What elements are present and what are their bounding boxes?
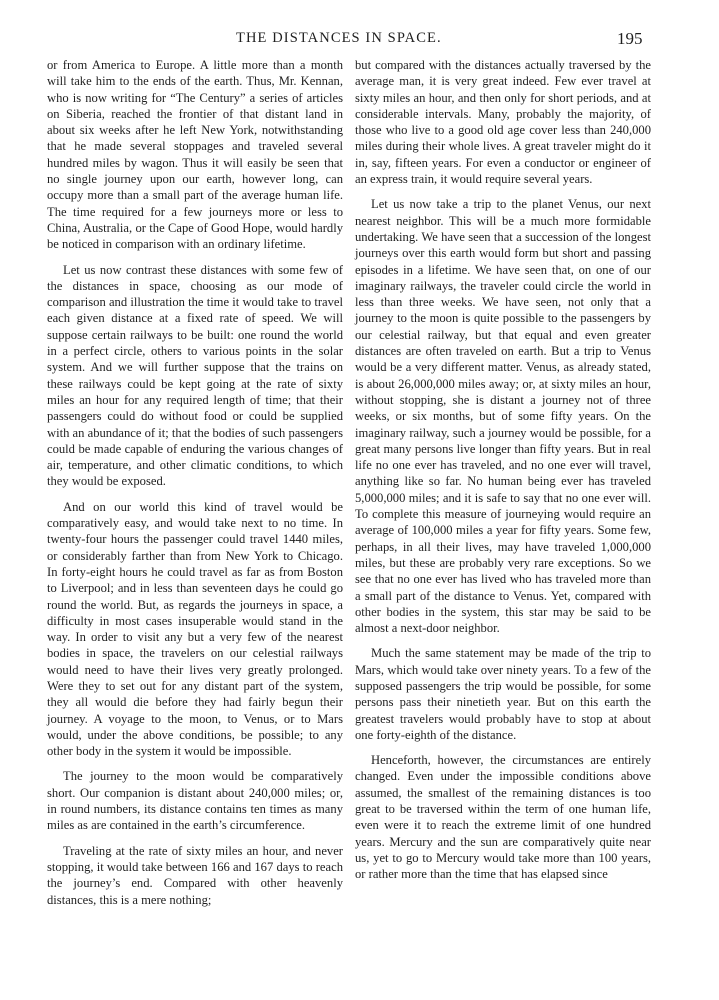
right-column — [355, 57, 651, 883]
paragraph: The journey to the moon would be comparatively short. Our companion is distant about 240,000 miles; or, in round numbers, its distance contains ten times as many miles as are contained in the earth’s circumference. — [47, 769, 343, 833]
paragraph: Let us now take a trip to the planet Venus, our next nearest neighbor. This will be a much more formidable undertaking. We have seen that a succession of the longest journeys over this earth would form but short and passing episodes in a lifetime. We have seen that, on one of our imaginary railways, the traveler could circle the world in less than three weeks. We have seen, not only that a journey to the moon is quite possible to the passengers by our celestial railway, but that equal and even greater distances are often traveled on earth. But a trip to Venus would be a very different matter. Venus, as already stated, is about 26,000,000 miles away; or, at sixty miles an hour, without stopping, she is distant a journey not of three weeks, or six months, but of some fifty years. On the imaginary railway, such a journey would be possible, for a great many persons live longer than fifty years. But in real life no one ever has traveled, and no one ever will travel, anything like so far. No human being ever has traveled 5,000,000 miles; and it is safe to say that no one ever will. To complete this measure of journeying would require an average of 100,000 miles a year for fifty years. Some few, perhaps, in all their lives, may have traveled 1,000,000 miles, but these are probably very rare exceptions. So we see that no one ever has lived who has traveled more than a small part of the distance to Venus. Yet, compared with other bodies in the system, this star may be said to be almost a next-door neighbor. — [355, 197, 651, 636]
paragraph: Much the same statement may be made of the trip to Mars, which would take over ninety years. To a few of the supposed passengers the trip would be possible, for some persons pass their ninetieth year. But on this earth the greatest travelers would probably have to stop at about one forty-eighth of the distance. — [355, 646, 651, 742]
paragraph: Traveling at the rate of sixty miles an hour, and never stopping, it would take between 166 and 167 days to reach the journey’s end. Compared with other heavenly distances, this is a mere nothing; — [47, 843, 343, 907]
left-column — [47, 57, 343, 908]
paragraph: And on our world this kind of travel would be comparatively easy, and would take next to no time. In twenty-four hours the passenger could travel 1440 miles, or considerably farther than from New York to Chicago. In forty-eight hours he could travel as far as from Boston to Liverpool; and in less than seventeen days he could go round the world. But, as regards the journeys in space, a difficulty in most cases insuperable would stand in the way. In order to visit any but a very few of the nearest bodies in space, the travelers on our celestial railways would need to have their lives very greatly prolonged. Were they to set out for any distant part of the system, they all would die before they had fairly begun their journey. A voyage to the moon, to Venus, or to Mars would, under the above conditions, be possible; to any other body in the system it would be impossible. — [47, 499, 343, 759]
paragraph: but compared with the distances actually traversed by the average man, it is very great indeed. Few ever travel at sixty miles an hour, and then only for short periods, and at considerable intervals. Many, probably the majority, of those who live to a good old age cover less than 240,000 miles during their whole lives. A great traveler might do it in, say, fifteen years. For even a conductor or engineer of an express train, it would require several years. — [355, 58, 651, 187]
paragraph: Henceforth, however, the circumstances are entirely changed. Even under the impossible conditions above assumed, the smallest of the remaining distances is too great to be traversed within the term of one human life, even were it to reach the extreme limit of one hundred years. Mercury and the sun are comparatively quite near us, yet to go to Mercury would take more than 100 years, or rather more than the time that has elapsed since — [355, 753, 651, 882]
running-title: THE DISTANCES IN SPACE. — [236, 30, 442, 46]
page-number: 195 — [617, 29, 643, 48]
paragraph: Let us now contrast these distances with some few of the distances in space, choosing as our mode of comparison and illustration the time it would take to travel each given distance at a fixed rate of speed. We will suppose certain railways to be built: one round the world in a perfect circle, others to various points in the solar system. And we will further suppose that the trains on these railways could be kept going at the rate of sixty miles an hour for any required length of time; that their passengers could do without food or could be supplied with an abundance of it; that the bodies of such passengers could be made capable of enduring the various changes of air, temperature, and other climatic conditions, to which they would be exposed. — [47, 262, 343, 489]
paragraph: or from America to Europe. A little more than a month will take him to the ends of the earth. Thus, Mr. Kennan, who is now writing for “The Century” a series of articles on Siberia, reached the frontier of that distant land in about six weeks after he left New York, notwithstanding that he made several stoppages and traveled several hundred miles by wagon. Thus it will easily be seen that no single journey upon our earth, however long, can occupy more than a small part of the average human life. The time required for a few journeys more or less to China, Australia, or the Cape of Good Hope, would hardly be noticed in comparison with an ordinary lifetime. — [47, 58, 343, 252]
